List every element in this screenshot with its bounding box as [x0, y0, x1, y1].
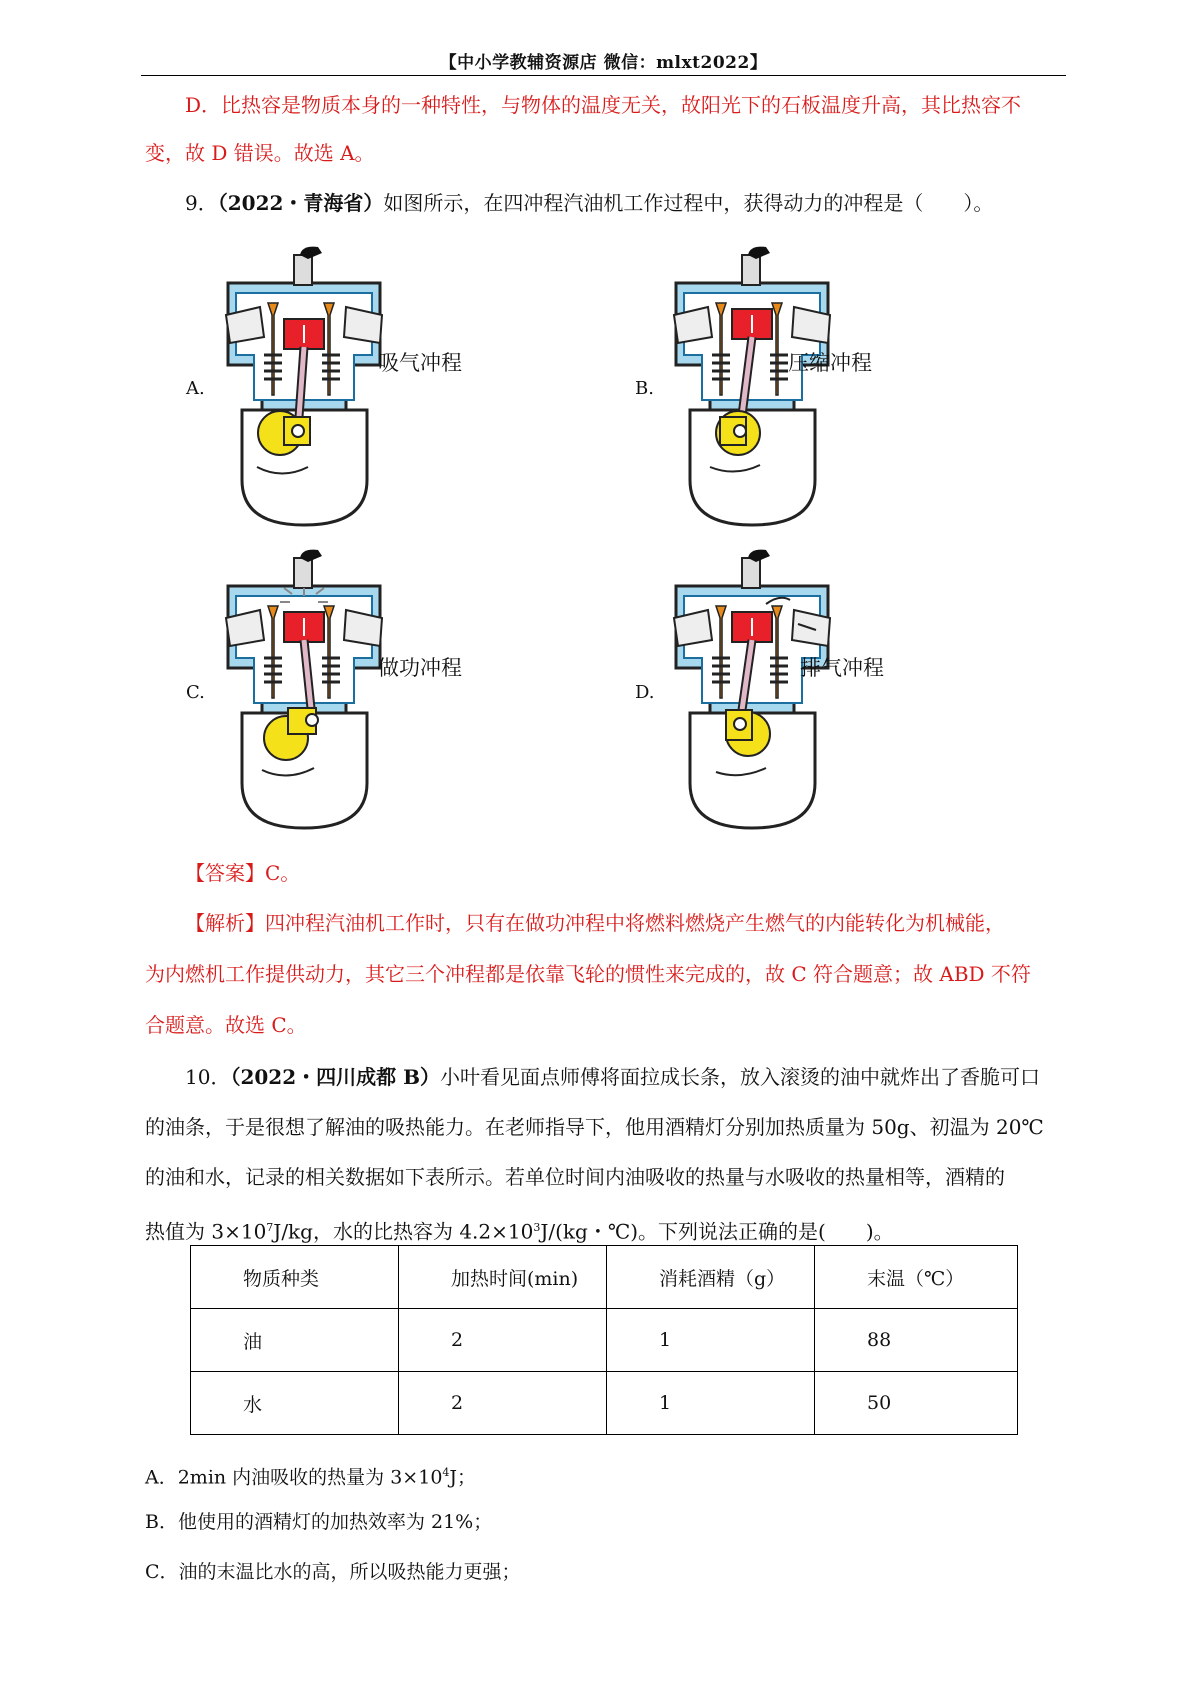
q10-option-b: B．他使用的酒精灯的加热效率为 21%；: [145, 1511, 493, 1533]
q10-text-1: 小叶看见面点师傅将面拉成长条，放入滚烫的油中就炸出了香脆可口: [439, 1065, 1040, 1089]
prev-answer-line-2: 变，故 D 错误。故选 A。: [145, 141, 375, 165]
table-cell: 2: [399, 1309, 607, 1372]
analysis-text-1: 四冲程汽油机工作时，只有在做功冲程中将燃料燃烧产生燃气的内能转化为机械能，: [265, 911, 1005, 935]
data-table: [190, 1245, 1018, 1435]
power-engine-art: [226, 550, 382, 828]
q9-option-a-letter: A.: [186, 378, 205, 399]
q10-option-c: C．油的末温比水的高，所以吸热能力更强；: [145, 1561, 521, 1583]
compression-engine-art: [674, 247, 830, 525]
header-rule: [141, 75, 1066, 76]
exponent-3: 3: [533, 1221, 541, 1234]
exhaust-engine-art: [674, 550, 830, 828]
engine-diagram-intake: [222, 245, 387, 535]
table-cell: 1: [607, 1372, 815, 1435]
q9-analysis-line-3: 合题意。故选 C。: [145, 1013, 307, 1037]
table-cell: 1: [607, 1309, 815, 1372]
q9-option-c-letter: C.: [186, 682, 205, 703]
q10-line-2: 的油条，于是很想了解油的吸热能力。在老师指导下，他用酒精灯分别加热质量为 50g、初温为 20℃: [145, 1115, 1044, 1139]
table-cell: 50: [815, 1372, 1018, 1435]
table-header-cell: 末温（℃）: [815, 1246, 1018, 1309]
exponent-7: 7: [266, 1221, 274, 1234]
table-cell: 88: [815, 1309, 1018, 1372]
table-cell: 油: [191, 1309, 399, 1372]
q9-analysis-line-2: 为内燃机工作提供动力，其它三个冲程都是依靠飞轮的惯性来完成的，故 C 符合题意；故 ABD 不符: [145, 962, 1031, 986]
engine-diagram-compression: [670, 245, 835, 535]
intake-engine-art: [226, 247, 382, 525]
page-header: 【中小学教辅资源店 微信：mlxt2022】: [439, 53, 768, 73]
analysis-tag: 【解析】: [185, 911, 265, 935]
q9-stem: [145, 178, 1065, 229]
table-row: [191, 1372, 1018, 1435]
q9-option-b-letter: B.: [635, 378, 654, 399]
table-cell: 2: [399, 1372, 607, 1435]
q10-line4-part-b: J/kg，水的比热容为 4.2×10: [273, 1219, 534, 1244]
q9-option-c-label: 做功冲程: [378, 656, 462, 680]
q10-line4-part-c: J/(kg・℃)。下列说法正确的是( )。: [540, 1219, 894, 1244]
q10-source: （2022・四川成都 B）: [230, 1065, 440, 1089]
q9-answer: [145, 848, 1065, 899]
q10-option-a: [145, 1447, 1065, 1503]
q9-analysis-line-1: [145, 898, 1065, 949]
q10-line-3: 的油和水，记录的相关数据如下表所示。若单位时间内油吸收的热量与水吸收的热量相等，酒精的: [145, 1165, 1005, 1189]
q9-source: （2022・青海省）: [217, 191, 384, 215]
table-header-cell: 物质种类: [191, 1246, 399, 1309]
q9-option-d-label: 排气冲程: [800, 656, 884, 680]
q10-line-1: [145, 1052, 1065, 1103]
q10-option-a-text: A．2min 内油吸收的热量为 3×10: [145, 1466, 443, 1489]
table-header-cell: 消耗酒精（g）: [607, 1246, 815, 1309]
table-header-row: [191, 1246, 1018, 1309]
q9-option-b-label: 压缩冲程: [788, 351, 872, 375]
answer-value: C。: [265, 861, 301, 885]
table-cell: 水: [191, 1372, 399, 1435]
table-header-cell: 加热时间(min): [399, 1246, 607, 1309]
q9-option-d-letter: D.: [635, 682, 655, 703]
exponent-4: 4: [442, 1466, 450, 1479]
q10-option-a-unit: J；: [449, 1466, 477, 1489]
q10-number: 10．: [185, 1065, 231, 1089]
answer-tag: 【答案】: [185, 861, 265, 885]
q9-number: 9．: [185, 191, 218, 215]
engine-diagram-exhaust: [670, 548, 835, 838]
prev-answer-line-1: D．比热容是物质本身的一种特性，与物体的温度无关，故阳光下的石板温度升高，其比热容不: [185, 93, 1022, 117]
engine-diagram-power: [222, 548, 387, 838]
q10-line4-part-a: 热值为 3×10: [145, 1219, 267, 1244]
q9-option-a-label: 吸气冲程: [378, 351, 462, 375]
q9-stem-text: 如图所示，在四冲程汽油机工作过程中，获得动力的冲程是（ ）。: [383, 191, 994, 215]
table-row: [191, 1309, 1018, 1372]
